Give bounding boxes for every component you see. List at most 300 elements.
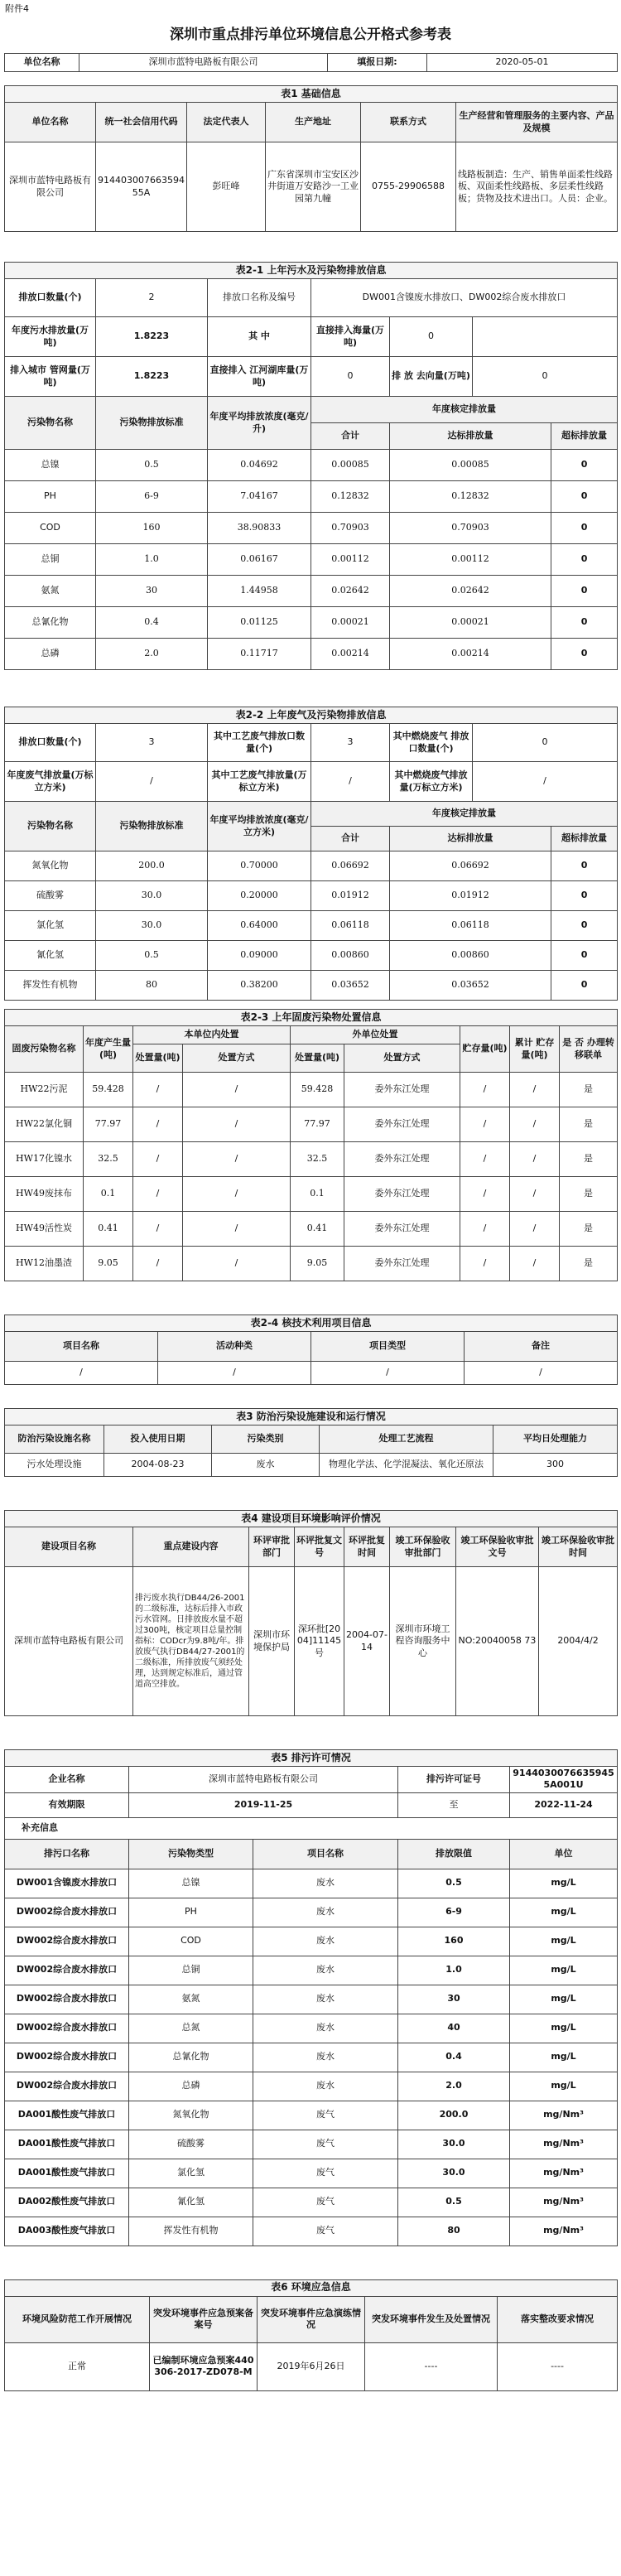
table-row	[5, 2072, 618, 2101]
emergency-table	[4, 2279, 618, 2391]
table-row	[5, 639, 618, 670]
table-cell: 0.00860	[311, 941, 390, 971]
table-cell: 氨氮	[129, 1985, 253, 2014]
section-title: 表2-1 上年污水及污染物排放信息	[5, 263, 618, 279]
table-cell: 0.00085	[390, 450, 551, 481]
table-cell: 2004/4/2	[539, 1567, 618, 1716]
table-cell: 2022-11-24	[510, 1792, 618, 1817]
table-cell: mg/Nm³	[510, 2101, 618, 2130]
column-header: 达标排放量	[390, 827, 551, 851]
table-cell: /	[133, 1107, 183, 1142]
column-header: 处理工艺流程	[320, 1425, 493, 1454]
table-cell: 是	[560, 1107, 618, 1142]
table-cell: 深圳市环境保护局	[249, 1567, 295, 1716]
table-row	[5, 2043, 618, 2072]
header-table	[4, 53, 618, 72]
table-cell: DA001酸性废气排放口	[5, 2130, 129, 2159]
table-cell: 正常	[5, 2342, 150, 2390]
table-row	[5, 607, 618, 639]
table-cell: 0.11717	[208, 639, 311, 670]
table-cell: 0.00214	[311, 639, 390, 670]
table-cell: /	[133, 1142, 183, 1177]
table-row	[5, 2130, 618, 2159]
table-cell: 委外东江处理	[344, 1073, 460, 1107]
exhaust-gas-table	[4, 707, 618, 1001]
nuclear-tech-table	[4, 1315, 618, 1385]
table-cell: 0	[390, 317, 473, 357]
column-header: 年度核定排放量	[311, 802, 618, 827]
column-header: 年度核定排放量	[311, 397, 618, 423]
table-cell: 0	[551, 971, 618, 1001]
table-cell: 氨氮	[5, 576, 96, 607]
table-cell: DW001含镍废水排放口	[5, 1869, 129, 1898]
table-cell: 0.5	[96, 941, 208, 971]
table-cell: 0.04692	[208, 450, 311, 481]
table-cell: 氯化氢	[5, 911, 96, 941]
table-cell: /	[183, 1107, 291, 1142]
table-cell: DW002综合废水排放口	[5, 2043, 129, 2072]
table-cell: 6-9	[398, 1898, 510, 1927]
table-cell: 1.8223	[96, 317, 208, 357]
column-header: 生产经营和管理服务的主要内容、产品及规模	[456, 103, 618, 142]
table-cell: /	[465, 1362, 618, 1385]
table-cell: 0.70903	[390, 513, 551, 544]
table-cell: 2.0	[96, 639, 208, 670]
table-cell: 38.90833	[208, 513, 311, 544]
table-row	[5, 513, 618, 544]
table-cell: 0.06118	[390, 911, 551, 941]
table-cell: 总氮	[129, 2014, 253, 2043]
table-cell: mg/Nm³	[510, 2217, 618, 2246]
table-cell: 是	[560, 1247, 618, 1281]
column-header: 处置方式	[183, 1044, 291, 1073]
table-cell: 深环批[2004]11145号	[295, 1567, 344, 1716]
table-cell: HW49废抹布	[5, 1177, 84, 1212]
table-cell: 30.0	[96, 881, 208, 911]
table-cell: 0.00021	[390, 607, 551, 639]
column-header: 超标排放量	[551, 827, 618, 851]
column-header: 污染物排放标准	[96, 397, 208, 450]
column-header: 污染类别	[212, 1425, 320, 1454]
table-cell: 80	[96, 971, 208, 1001]
table-cell: ----	[365, 2342, 498, 2390]
table-cell: 0.12832	[311, 481, 390, 513]
table-row	[5, 1177, 618, 1212]
table-cell: DA002酸性废气排放口	[5, 2188, 129, 2217]
table-cell: DW002综合废水排放口	[5, 2072, 129, 2101]
column-header: 污染物名称	[5, 802, 96, 851]
table-cell: /	[473, 762, 618, 802]
table-cell: /	[183, 1073, 291, 1107]
table-cell: DW002综合废水排放口	[5, 1898, 129, 1927]
column-header: 落实整改要求情况	[498, 2296, 618, 2342]
column-header: 突发环境事件应急演练情况	[258, 2296, 365, 2342]
table-cell: 0	[551, 911, 618, 941]
table-cell: 总氰化物	[129, 2043, 253, 2072]
table-cell: 广东省深圳市宝安区沙井街道万安路沙一工业园第九幢	[266, 142, 361, 232]
table-cell: mg/L	[510, 2072, 618, 2101]
table-cell: DW002综合废水排放口	[5, 1927, 129, 1956]
table-cell: 其中工艺废气排放量(万标立方米)	[208, 762, 311, 802]
column-header: 处置量(吨)	[291, 1044, 344, 1073]
table-cell: 3	[96, 724, 208, 762]
table-row	[5, 2159, 618, 2188]
column-header: 贮存量(吨)	[460, 1026, 510, 1073]
column-header: 处置量(吨)	[133, 1044, 183, 1073]
column-header: 累计 贮存量(吨)	[510, 1026, 560, 1073]
table-cell: mg/L	[510, 1898, 618, 1927]
table-cell: 77.97	[84, 1107, 133, 1142]
table-cell: /	[133, 1073, 183, 1107]
table-cell: 氮氧化物	[5, 851, 96, 881]
table-cell: 0.1	[84, 1177, 133, 1212]
table-cell: 91440300766359455A	[96, 142, 187, 232]
report-date-value: 2020-05-01	[427, 54, 618, 72]
column-header: 合计	[311, 827, 390, 851]
section-title: 表5 排污许可情况	[5, 1750, 618, 1767]
section-title: 表2-3 上年固废污染物处置信息	[5, 1010, 618, 1026]
column-header: 竣工环保验收审批文号	[456, 1527, 539, 1567]
table-row	[5, 1212, 618, 1247]
column-header: 年度产生量(吨)	[84, 1026, 133, 1073]
table-cell: PH	[129, 1898, 253, 1927]
table-cell: 废气	[253, 2159, 398, 2188]
table-cell: 硫酸雾	[129, 2130, 253, 2159]
column-header: 防治污染设施名称	[5, 1425, 104, 1454]
table-cell: 59.428	[291, 1073, 344, 1107]
column-header: 污染物排放标准	[96, 802, 208, 851]
table-cell: 30.0	[398, 2159, 510, 2188]
table-cell: 总铜	[5, 544, 96, 576]
table-cell: /	[460, 1073, 510, 1107]
basic-info-table	[4, 85, 618, 232]
table-cell: 59.428	[84, 1073, 133, 1107]
table-cell: 0.02642	[390, 576, 551, 607]
table-cell: 委外东江处理	[344, 1107, 460, 1142]
solid-waste-rows	[5, 1073, 618, 1281]
table-cell: 其中燃烧废气 排放口数量(个)	[390, 724, 473, 762]
column-header: 是 否 办理转移联单	[560, 1026, 618, 1073]
table-cell: 0	[551, 513, 618, 544]
table-cell: 废气	[253, 2130, 398, 2159]
column-header: 污染物类型	[129, 1839, 253, 1869]
table-cell: 是	[560, 1177, 618, 1212]
table-cell: 0.02642	[311, 576, 390, 607]
table-row	[5, 851, 618, 881]
table-cell: 9.05	[291, 1247, 344, 1281]
table-cell: 0.5	[96, 450, 208, 481]
table-cell: 300	[493, 1454, 618, 1477]
table-cell: 1.44958	[208, 576, 311, 607]
table-cell: 是	[560, 1142, 618, 1177]
table-row	[5, 971, 618, 1001]
table-cell: 0	[551, 851, 618, 881]
column-header: 超标排放量	[551, 423, 618, 450]
column-header: 处置方式	[344, 1044, 460, 1073]
table-cell: mg/Nm³	[510, 2159, 618, 2188]
table-cell: COD	[5, 513, 96, 544]
table-cell: 0	[551, 607, 618, 639]
table-cell: mg/Nm³	[510, 2188, 618, 2217]
table-cell: /	[133, 1212, 183, 1247]
table-row	[5, 1927, 618, 1956]
table-cell: 0.00214	[390, 639, 551, 670]
table-cell: COD	[129, 1927, 253, 1956]
table-cell: 0	[551, 941, 618, 971]
discharge-permit-table	[4, 1749, 618, 2246]
table-cell: 0.5	[398, 2188, 510, 2217]
table-cell: 0.06692	[390, 851, 551, 881]
table-cell: /	[183, 1142, 291, 1177]
table-cell: HW12油墨渣	[5, 1247, 84, 1281]
table-cell: 0.03652	[311, 971, 390, 1001]
table-cell: 深圳市蓝特电路板有限公司	[129, 1767, 398, 1793]
table-cell: 0.00085	[311, 450, 390, 481]
column-header: 本单位内处置	[133, 1026, 291, 1044]
table-cell: /	[510, 1107, 560, 1142]
table-cell: 0.01912	[311, 881, 390, 911]
column-header: 单位名称	[5, 103, 96, 142]
table-cell: /	[183, 1247, 291, 1281]
table-cell: 9.05	[84, 1247, 133, 1281]
table-cell: 排入城市 管网量(万吨)	[5, 357, 96, 397]
table-cell: 废水	[253, 1956, 398, 1985]
section-title: 表3 防治污染设施建设和运行情况	[5, 1409, 618, 1425]
table-cell: 2004-07-14	[344, 1567, 390, 1716]
table-cell: 32.5	[291, 1142, 344, 1177]
column-header: 平均日处理能力	[493, 1425, 618, 1454]
table-cell: 3	[311, 724, 390, 762]
table-cell: 30	[96, 576, 208, 607]
table-cell: 91440300766359455A001U	[510, 1767, 618, 1793]
table-cell: 氰化氢	[5, 941, 96, 971]
table-cell: 年度污水排放量(万吨)	[5, 317, 96, 357]
table-cell: 挥发性有机物	[5, 971, 96, 1001]
column-header: 活动种类	[158, 1332, 311, 1362]
table-cell: /	[510, 1177, 560, 1212]
table-cell: 废水	[253, 2072, 398, 2101]
table-cell: 委外东江处理	[344, 1142, 460, 1177]
table-cell: 30.0	[96, 911, 208, 941]
table-cell: 160	[96, 513, 208, 544]
table-cell: 30.0	[398, 2130, 510, 2159]
table-cell: 7.04167	[208, 481, 311, 513]
table-cell: 污水处理设施	[5, 1454, 104, 1477]
supplement-label: 补充信息	[5, 1817, 618, 1839]
table-cell: 挥发性有机物	[129, 2217, 253, 2246]
column-header: 环境风险防范工作开展情况	[5, 2296, 150, 2342]
table-cell: /	[510, 1142, 560, 1177]
table-cell: /	[158, 1362, 311, 1385]
table-cell: 企业名称	[5, 1767, 129, 1793]
table-cell: 废气	[253, 2101, 398, 2130]
column-header: 突发环境事件发生及处置情况	[365, 2296, 498, 2342]
table-cell: /	[460, 1177, 510, 1212]
table-row	[5, 1898, 618, 1927]
pollution-facility-table	[4, 1408, 618, 1477]
table-cell: 0.12832	[390, 481, 551, 513]
table-cell: mg/L	[510, 1956, 618, 1985]
table-cell: 排放口数量(个)	[5, 724, 96, 762]
table-cell: 0	[551, 576, 618, 607]
table-cell: 2019年6月26日	[258, 2342, 365, 2390]
section-title: 表1 基础信息	[5, 86, 618, 103]
column-header: 生产地址	[266, 103, 361, 142]
table-row	[5, 911, 618, 941]
table-row	[5, 2188, 618, 2217]
table-cell: NO:20040058 73	[456, 1567, 539, 1716]
table-cell: /	[510, 1247, 560, 1281]
column-header: 达标排放量	[390, 423, 551, 450]
table-cell: /	[460, 1142, 510, 1177]
table-cell: 0	[551, 544, 618, 576]
column-header: 竣工环保验收审批时间	[539, 1527, 618, 1567]
table-cell: 是	[560, 1073, 618, 1107]
table-cell: 委外东江处理	[344, 1247, 460, 1281]
table-cell: mg/L	[510, 2043, 618, 2072]
table-cell: 深圳市蓝特电路板有限公司	[5, 142, 96, 232]
table-cell: 0	[473, 724, 618, 762]
table-cell: /	[460, 1107, 510, 1142]
table-row	[5, 1956, 618, 1985]
table-cell: 1.0	[96, 544, 208, 576]
column-header: 联系方式	[361, 103, 456, 142]
table-cell: 0.09000	[208, 941, 311, 971]
table-cell: ----	[498, 2342, 618, 2390]
table-cell: 直接排入海量(万吨)	[311, 317, 390, 357]
table-row	[5, 450, 618, 481]
table-cell: 80	[398, 2217, 510, 2246]
table-cell: mg/L	[510, 1927, 618, 1956]
table-row	[5, 1142, 618, 1177]
table-row	[5, 1247, 618, 1281]
column-header: 年度平均排放浓度(毫克/升)	[208, 397, 311, 450]
table-row	[5, 544, 618, 576]
wastewater-rows	[5, 450, 618, 670]
table-cell: 0	[551, 450, 618, 481]
table-cell: 物理化学法、化学混凝法、氧化还原法	[320, 1454, 493, 1477]
table-cell: 0.06692	[311, 851, 390, 881]
table-cell: 0	[551, 881, 618, 911]
table-cell: DW001含镍废水排放口、DW002综合废水排放口	[311, 279, 618, 317]
table-cell: 0.20000	[208, 881, 311, 911]
table-cell: 废水	[253, 2043, 398, 2072]
table-cell: DW002综合废水排放口	[5, 1956, 129, 1985]
table-cell: 彭旺峰	[187, 142, 266, 232]
table-cell: 0	[473, 357, 618, 397]
column-header: 环评批复文号	[295, 1527, 344, 1567]
table-cell: 0.06118	[311, 911, 390, 941]
table-cell: 排 放 去向量(万吨)	[390, 357, 473, 397]
table-cell: /	[311, 762, 390, 802]
table-cell: DA001酸性废气排放口	[5, 2159, 129, 2188]
table-cell: 2	[96, 279, 208, 317]
table-cell: /	[311, 1362, 465, 1385]
table-cell: 已编制环境应急预案440306-2017-ZD078-M	[150, 2342, 258, 2390]
column-header: 项目名称	[253, 1839, 398, 1869]
table-cell: DW002综合废水排放口	[5, 1985, 129, 2014]
table-cell: 30	[398, 1985, 510, 2014]
table-cell: 年度废气排放量(万标立方米)	[5, 762, 96, 802]
table-cell: 总镍	[129, 1869, 253, 1898]
table-cell: 32.5	[84, 1142, 133, 1177]
document-title: 深圳市重点排污单位环境信息公开格式参考表	[170, 27, 451, 43]
table-cell: 0.41	[84, 1212, 133, 1247]
table-cell: 废水	[212, 1454, 320, 1477]
table-row	[5, 1073, 618, 1107]
table-cell: 直接排入 江河湖库量(万吨)	[208, 357, 311, 397]
unit-name-label: 单位名称	[5, 54, 79, 72]
table-cell: mg/L	[510, 1869, 618, 1898]
column-header: 环评批复时间	[344, 1527, 390, 1567]
table-cell: DW002综合废水排放口	[5, 2014, 129, 2043]
table-cell: 0.64000	[208, 911, 311, 941]
section-title: 表2-2 上年废气及污染物排放信息	[5, 707, 618, 724]
table-row	[5, 2014, 618, 2043]
column-header: 项目类型	[311, 1332, 465, 1362]
column-header: 统一社会信用代码	[96, 103, 187, 142]
table-cell: 200.0	[398, 2101, 510, 2130]
report-date-label: 填报日期:	[328, 54, 427, 72]
table-cell: 硫酸雾	[5, 881, 96, 911]
table-cell: 废水	[253, 1927, 398, 1956]
table-cell: 废水	[253, 1898, 398, 1927]
table-cell: 废气	[253, 2217, 398, 2246]
table-cell: 线路板制造：生产、销售单面柔性线路板、双面柔性线路板、多层柔性线路板；货物及技术进出口。人员：企业。	[456, 142, 618, 232]
table-cell: 总磷	[5, 639, 96, 670]
column-header: 备注	[465, 1332, 618, 1362]
table-cell: 200.0	[96, 851, 208, 881]
column-header: 年度平均排放浓度(毫克/立方米)	[208, 802, 311, 851]
table-cell: 2004-08-23	[104, 1454, 212, 1477]
table-cell: 排放口名称及编号	[208, 279, 311, 317]
table-cell: PH	[5, 481, 96, 513]
table-row	[5, 576, 618, 607]
table-cell: DA003酸性废气排放口	[5, 2217, 129, 2246]
table-cell: 1.0	[398, 1956, 510, 1985]
table-cell: 0.70000	[208, 851, 311, 881]
table-cell: 废水	[253, 2014, 398, 2043]
section-title: 表4 建设项目环境影响评价情况	[5, 1511, 618, 1527]
column-header: 单位	[510, 1839, 618, 1869]
table-cell: 0755-29906588	[361, 142, 456, 232]
table-cell: 1.8223	[96, 357, 208, 397]
table-row	[5, 1107, 618, 1142]
table-cell: 是	[560, 1212, 618, 1247]
table-cell: 0.00112	[390, 544, 551, 576]
solid-waste-table	[4, 1009, 618, 1281]
attachment-label: 附件4	[5, 3, 29, 14]
table-cell: 氮氧化物	[129, 2101, 253, 2130]
column-header: 竣工环保验收审批部门	[390, 1527, 456, 1567]
table-cell: /	[133, 1247, 183, 1281]
table-cell: /	[183, 1212, 291, 1247]
table-cell: HW22氯化铜	[5, 1107, 84, 1142]
column-header: 排污口名称	[5, 1839, 129, 1869]
table-cell: /	[460, 1212, 510, 1247]
table-cell: 委外东江处理	[344, 1212, 460, 1247]
table-cell: HW49活性炭	[5, 1212, 84, 1247]
table-row	[5, 2101, 618, 2130]
table-cell: 其中燃烧废气排放量(万标立方米)	[390, 762, 473, 802]
eia-table	[4, 1510, 618, 1716]
table-cell: /	[460, 1247, 510, 1281]
table-cell: 40	[398, 2014, 510, 2043]
table-cell: 160	[398, 1927, 510, 1956]
table-cell: 排污许可证号	[398, 1767, 510, 1793]
table-cell: /	[96, 762, 208, 802]
table-cell: 其中工艺废气排放口数量(个)	[208, 724, 311, 762]
